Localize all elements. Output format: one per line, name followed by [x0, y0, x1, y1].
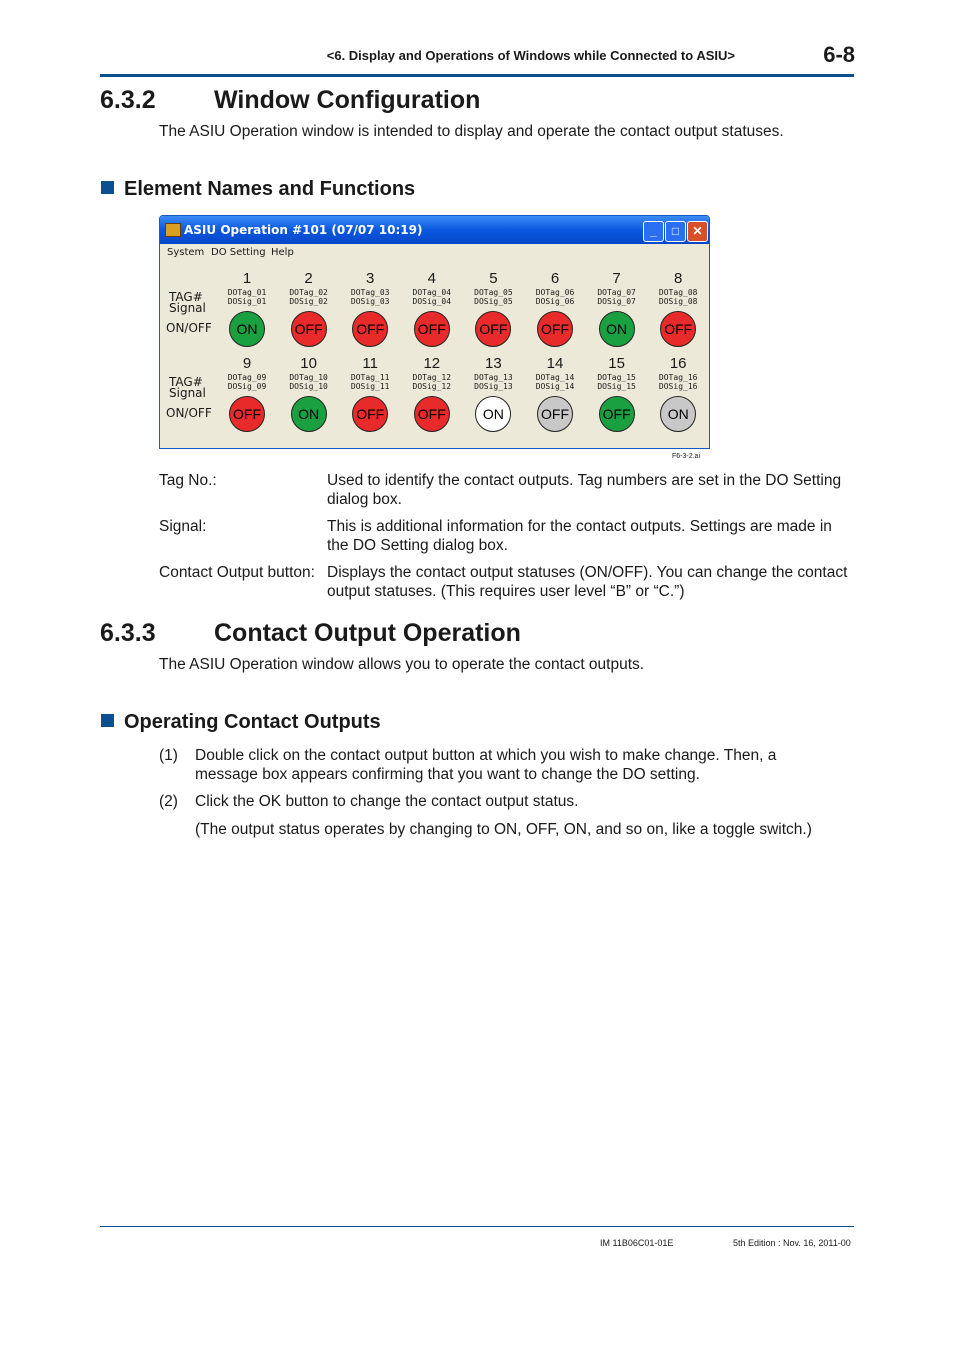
contact-output-button[interactable]: ON [229, 311, 265, 347]
channel-number: 11 [362, 355, 378, 372]
subsection-heading: Operating Contact Outputs [101, 711, 381, 734]
channel-tag: DOTag_13 [474, 373, 513, 382]
contact-output-button[interactable]: OFF [352, 311, 388, 347]
channel-signal: DOSig_16 [658, 382, 698, 391]
channel-15 [586, 355, 648, 432]
minimize-icon[interactable]: _ [643, 221, 664, 242]
close-icon[interactable]: ✕ [687, 221, 708, 242]
channel-14 [524, 355, 586, 432]
section-number: 6.3.3 [100, 619, 156, 647]
definition-tag [159, 471, 859, 511]
channel-number: 13 [485, 355, 502, 372]
channel-8 [647, 270, 709, 347]
channel-9 [216, 355, 278, 432]
window-client-area [160, 262, 709, 448]
channel-2 [278, 270, 340, 347]
contact-output-button[interactable]: ON [475, 396, 511, 432]
channel-4 [401, 270, 463, 347]
menu-system[interactable]: System [167, 247, 205, 258]
channel-number: 8 [674, 270, 683, 287]
channel-number: 5 [489, 270, 498, 287]
channel-12 [401, 355, 463, 432]
step-text: Click the OK button to change the contact output status. [195, 793, 579, 810]
contact-output-button[interactable]: OFF [229, 396, 265, 432]
running-header: <6. Display and Operations of Windows while Connected to ASIU> [326, 48, 735, 63]
channel-tag: DOTag_11 [350, 373, 390, 382]
channel-signal: DOSig_08 [658, 297, 698, 306]
edition-info: 5th Edition : Nov. 16, 2011-00 [733, 1238, 851, 1248]
window-titlebar [160, 216, 709, 244]
channel-number: 1 [242, 270, 252, 287]
window-title: ASIU Operation #101 (07/07 10:19) [184, 223, 423, 237]
channel-number: 2 [304, 270, 313, 287]
figure-id: F6-3-2.ai [672, 453, 701, 460]
definition-contact-output [159, 563, 859, 603]
channel-number: 7 [612, 270, 621, 287]
contact-output-button[interactable]: OFF [291, 311, 327, 347]
channel-tag: DOTag_10 [289, 373, 328, 382]
channel-signal: DOSig_10 [289, 382, 328, 391]
section-title: Window Configuration [214, 86, 481, 114]
channel-tag: DOTag_03 [350, 288, 390, 297]
channel-13 [462, 355, 524, 432]
contact-output-button[interactable]: OFF [660, 311, 696, 347]
section-number: 6.3.2 [100, 86, 156, 114]
page-number: 6-8 [823, 42, 855, 67]
channel-signal: DOSig_03 [350, 297, 390, 306]
channel-tag: DOTag_04 [412, 288, 452, 297]
channel-tag: DOTag_07 [597, 288, 636, 297]
channel-tag: DOTag_15 [597, 373, 636, 382]
square-bullet-icon [101, 181, 114, 194]
contact-output-button[interactable]: OFF [414, 311, 450, 347]
channel-signal: DOSig_07 [597, 297, 636, 306]
asiu-operation-window [159, 215, 710, 449]
channel-7 [586, 270, 648, 347]
menu-do-setting[interactable]: DO Setting [211, 247, 266, 258]
channel-signal: DOSig_06 [535, 297, 575, 306]
contact-output-button[interactable]: OFF [537, 396, 573, 432]
contact-output-button[interactable]: OFF [414, 396, 450, 432]
app-icon [165, 223, 181, 237]
section-intro: The ASIU Operation window is intended to display and operate the contact output statuses. [159, 123, 784, 140]
channel-6 [524, 270, 586, 347]
tag-row-label: TAG# [169, 290, 203, 304]
contact-output-button[interactable]: ON [291, 396, 327, 432]
square-bullet-icon [101, 714, 114, 727]
maximize-icon[interactable]: □ [665, 221, 686, 242]
onoff-row-label: ON/OFF [166, 406, 212, 420]
step-note: (The output status operates by changing to ON, OFF, ON, and so on, like a toggle switch.) [195, 821, 812, 838]
contact-output-button[interactable]: OFF [352, 396, 388, 432]
step-2 [159, 792, 849, 812]
definition-desc: Displays the contact output statuses (ON/OFF). You can change the contact output statuses. (This requires user level “B” or “C.”) [327, 564, 848, 600]
definition-desc: This is additional information for the contact outputs. Settings are made in the DO Setting dialog box. [327, 518, 832, 554]
channel-11 [339, 355, 401, 432]
channel-signal: DOSig_13 [474, 382, 513, 391]
channel-1 [216, 270, 278, 347]
section-title: Contact Output Operation [214, 619, 521, 647]
step-number: (1) [159, 747, 178, 764]
channel-number: 12 [423, 355, 441, 372]
contact-output-button[interactable]: OFF [475, 311, 511, 347]
tag-row-label: TAG# [169, 375, 203, 389]
contact-output-button[interactable]: ON [599, 311, 635, 347]
channel-tag: DOTag_09 [227, 373, 267, 382]
channel-signal: DOSig_04 [412, 297, 452, 306]
channel-tag: DOTag_14 [535, 373, 575, 382]
channel-number: 15 [608, 355, 625, 372]
channel-tag: DOTag_12 [412, 373, 452, 382]
channel-3 [339, 270, 401, 347]
channel-16 [647, 355, 709, 432]
signal-row-label: Signal [169, 301, 206, 315]
channel-10 [278, 355, 340, 432]
definition-term: Tag No.: [159, 472, 217, 489]
channel-number: 4 [427, 270, 436, 287]
onoff-row-label: ON/OFF [166, 321, 212, 335]
footer-rule [100, 1226, 854, 1227]
channel-signal: DOSig_12 [412, 382, 452, 391]
document-id: IM 11B06C01-01E [600, 1238, 674, 1248]
channel-number: 6 [550, 270, 560, 287]
channel-signal: DOSig_05 [474, 297, 513, 306]
channel-signal: DOSig_02 [289, 297, 328, 306]
step-number: (2) [159, 793, 178, 810]
channel-signal: DOSig_01 [227, 297, 267, 306]
menu-help[interactable]: Help [271, 247, 294, 258]
channel-number: 3 [366, 270, 375, 287]
definition-term: Contact Output button: [159, 564, 315, 581]
definition-signal [159, 517, 859, 557]
channel-signal: DOSig_14 [535, 382, 575, 391]
channel-number: 10 [300, 355, 317, 372]
channel-signal: DOSig_15 [597, 382, 636, 391]
channel-number: 14 [546, 355, 564, 372]
channel-number: 16 [669, 355, 687, 372]
definition-term: Signal: [159, 518, 207, 535]
step-1 [159, 746, 849, 786]
definition-desc: Used to identify the contact outputs. Tag numbers are set in the DO Setting dialog box. [327, 472, 842, 508]
signal-row-label: Signal [169, 386, 206, 400]
channel-5 [462, 270, 524, 347]
subsection-heading: Element Names and Functions [101, 178, 415, 201]
channel-tag: DOTag_05 [474, 288, 513, 297]
contact-output-button[interactable]: OFF [599, 396, 635, 432]
contact-output-button[interactable]: ON [660, 396, 696, 432]
section-intro: The ASIU Operation window allows you to operate the contact outputs. [159, 656, 645, 673]
step-text: Double click on the contact output button at which you wish to make change. Then, a message box appears confirming that you want to change the DO setting. [195, 747, 777, 783]
channel-signal: DOSig_11 [350, 382, 390, 391]
header-rule [100, 74, 854, 77]
channel-number: 9 [242, 355, 252, 372]
channel-tag: DOTag_01 [227, 288, 267, 297]
contact-output-button[interactable]: OFF [537, 311, 573, 347]
menu-bar [160, 244, 709, 262]
channel-tag: DOTag_02 [289, 288, 328, 297]
channel-tag: DOTag_06 [535, 288, 575, 297]
channel-tag: DOTag_16 [658, 373, 698, 382]
channel-tag: DOTag_08 [658, 288, 698, 297]
channel-signal: DOSig_09 [227, 382, 267, 391]
